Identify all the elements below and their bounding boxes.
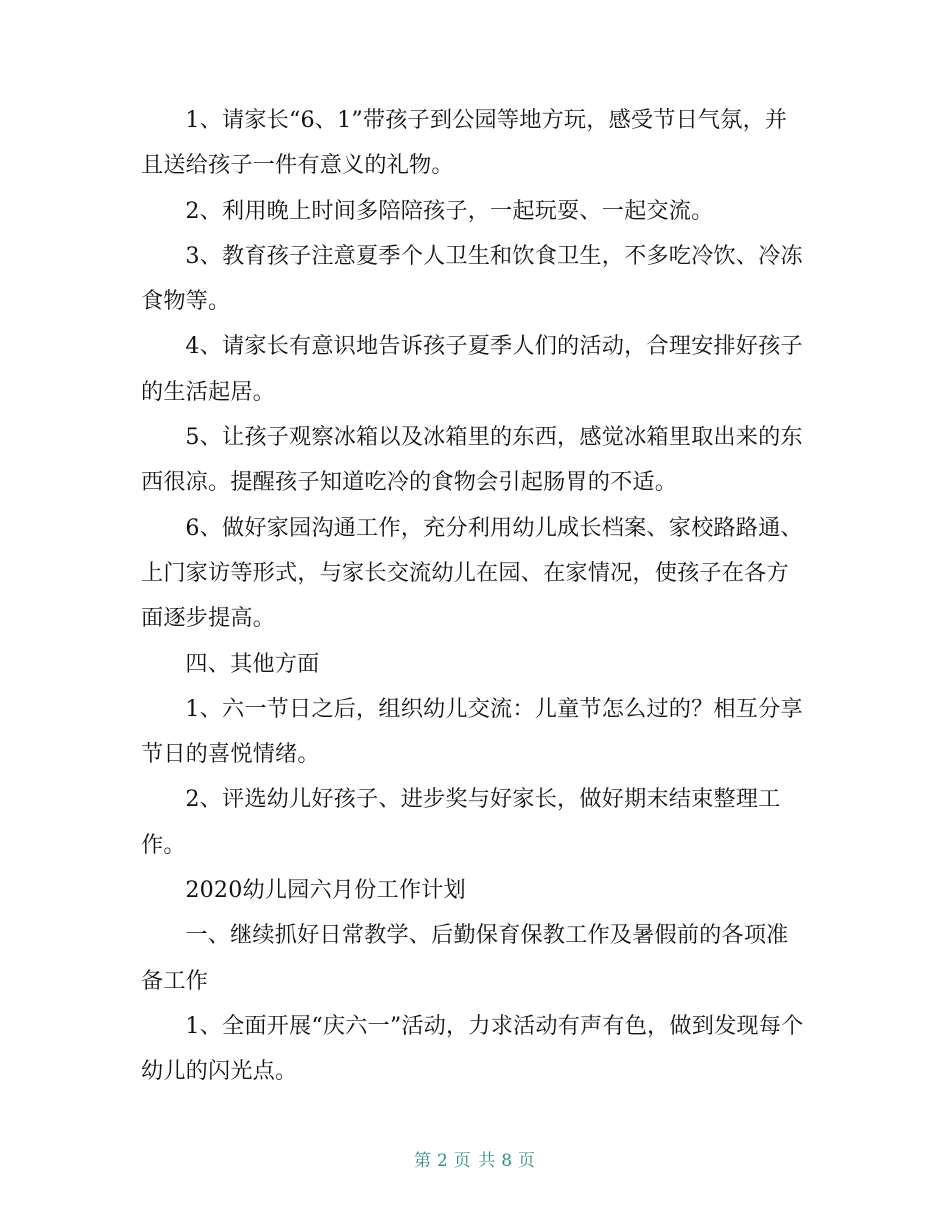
paragraph-parent-tip-6: 6、做好家园沟通工作，充分利用幼儿成长档案、家校路路通、上门家访等形式，与家长交流幼儿在园、在家情况，使孩子在各方面逐步提高。 — [141, 514, 803, 632]
section-heading-plan-1: 一、继续抓好日常教学、后勤保育保教工作及暑假前的各项准备工作 — [141, 922, 789, 994]
page-label-prefix: 第 — [413, 1151, 432, 1171]
page-label-suffix: 页 — [518, 1151, 537, 1171]
paragraph-other-1: 1、六一节日之后，组织幼儿交流：儿童节怎么过的？相互分享节日的喜悦情绪。 — [141, 695, 803, 768]
current-page-number: 2 — [436, 1151, 449, 1171]
page-number-footer — [0, 1149, 950, 1173]
section-heading-other: 四、其他方面 — [185, 650, 320, 677]
total-page-number: 8 — [501, 1151, 514, 1171]
plan-title: 2020幼儿园六月份工作计划 — [185, 877, 466, 904]
document-body — [141, 98, 809, 1095]
paragraph-plan-1: 1、全面开展“庆六一”活动，力求活动有声有色，做到发现每个幼儿的闪光点。 — [141, 1012, 804, 1085]
page-label-middle: 页 共 — [453, 1151, 497, 1171]
paragraph-parent-tip-3: 3、教育孩子注意夏季个人卫生和饮食卫生，不多吃冷饮、冷冻食物等。 — [141, 242, 803, 315]
paragraph-parent-tip-2: 2、利用晚上时间多陪陪孩子，一起玩耍、一起交流。 — [185, 197, 714, 224]
paragraph-other-2: 2、评选幼儿好孩子、进步奖与好家长，做好期末结束整理工作。 — [141, 786, 781, 858]
paragraph-parent-tip-5: 5、让孩子观察冰箱以及冰箱里的东西，感觉冰箱里取出来的东西很凉。提醒孩子知道吃冷的食物会引起肠胃的不适。 — [141, 424, 803, 496]
paragraph-parent-tip-4: 4、请家长有意识地告诉孩子夏季人们的活动，合理安排好孩子的生活起居。 — [141, 333, 803, 405]
paragraph-parent-tip-1: 1、请家长“6、1”带孩子到公园等地方玩，感受节日气氛，并且送给孩子一件有意义的礼物。 — [141, 107, 788, 179]
